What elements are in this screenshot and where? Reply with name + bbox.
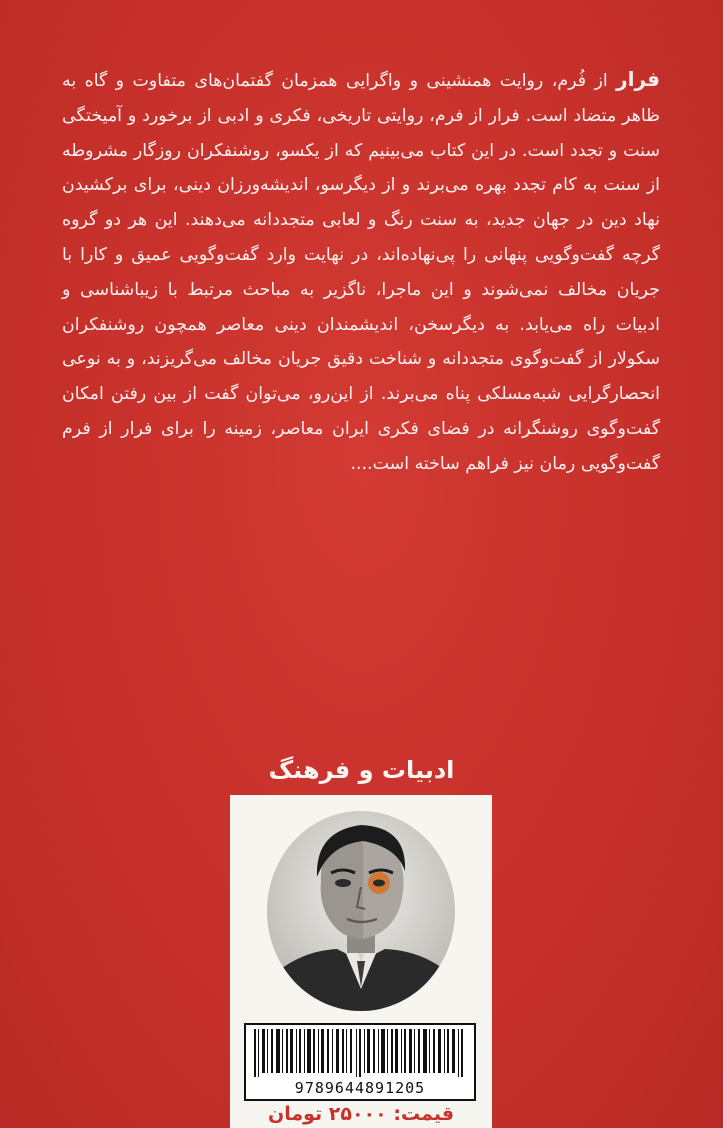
barcode: [244, 1023, 476, 1101]
author-portrait: [267, 811, 455, 1011]
blurb-lead-word: فرار: [616, 67, 660, 91]
portrait-illustration: [267, 811, 455, 1011]
isbn-number: 9789644891205: [294, 1079, 426, 1097]
barcode-bars: [252, 1029, 468, 1077]
series-label: ادبیات و فرهنگ: [268, 756, 455, 784]
blurb-paragraph: [62, 62, 660, 482]
price-label: قیمت: ۲۵۰۰۰ تومان: [267, 1103, 455, 1125]
blurb-text: از فُرم، روایت همنشینی و واگرایی همزمان گفتمان‌های متفاوت و گاه به ظاهر متضاد است. فرار از فرم، روایتی تاریخی، فکری و ادبی از برخورد و آمیختگی سنت و تجدد است. در این کتاب می‌بینیم که از یکسو، روشنفکران روزگار مشروطه از سنت به کام تجدد بهره می‌برند و از دیگرسو، اندیشه‌ورزان دینی، برای برکشیدن نهاد دین در جهان جدید، به سنت رنگ و لعابی متجددانه می‌دهند. این هر دو گروه گرچه گفت‌وگویی پنهانی را پی‌نهاده‌اند، در نهایت وارد گفت‌وگویی عمیق و کارا با جریان مخالف نمی‌شوند و این ماجرا، ناگزیر به مباحث مرتبط با زیباشناسی و ادبیات راه می‌یابد. به دیگرسخن، اندیشمندان دینی معاصر همچون روشنفکران سکولار از گفت‌وگوی متجددانه و شناخت دقیق جریان مخالف می‌گریزند، و به نوعی انحصارگرایی شبه‌مسلکی پناه می‌برند. از این‌رو، می‌توان گفت از بین رفتن امکان گفت‌وگوی روشنگرانه در فضای فکری ایران معاصر، زمینه را برای فرار از فرم گفت‌وگویی رمان نیز فراهم ساخته است....: [62, 71, 660, 474]
info-panel: [230, 795, 492, 1128]
